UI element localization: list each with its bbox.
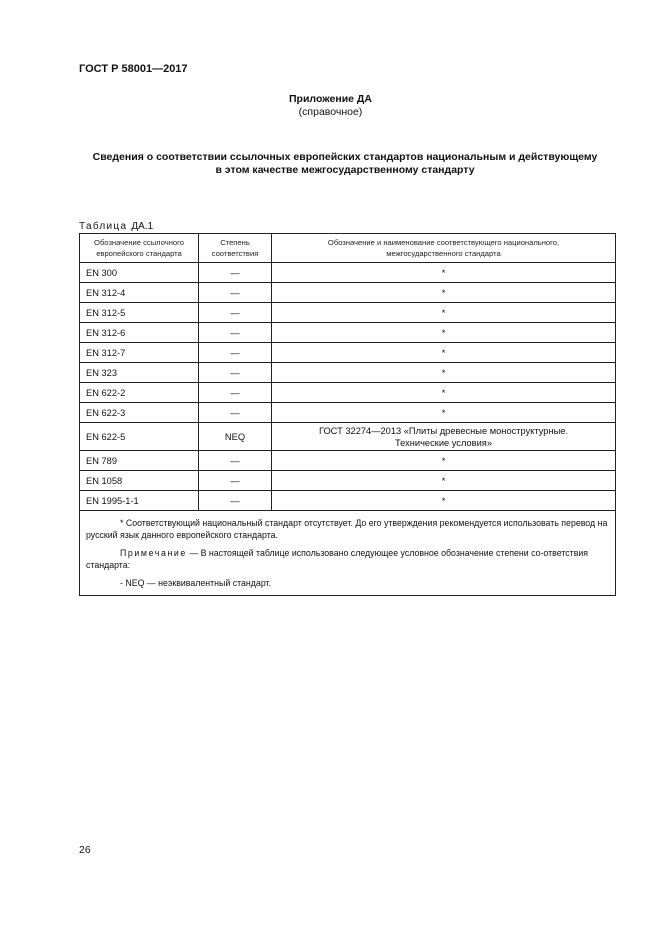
cell-reference: EN 1995-1-1 xyxy=(80,491,199,511)
cell-national: * xyxy=(272,403,616,423)
header-national-line-2: межгосударственного стандарта xyxy=(386,249,501,258)
section-heading-line-2: в этом качестве межгосударственному стандарту xyxy=(215,164,475,176)
cell-national-line-2: Технические условия» xyxy=(394,437,492,448)
cell-national: * xyxy=(272,283,616,303)
cell-degree: — xyxy=(199,263,272,283)
header-reference-standard xyxy=(80,234,199,263)
cell-reference: EN 312-4 xyxy=(80,283,199,303)
cell-reference: EN 622-2 xyxy=(80,383,199,403)
document-code: ГОСТ Р 58001—2017 xyxy=(79,63,188,75)
cell-national: * xyxy=(272,303,616,323)
cell-degree: — xyxy=(199,323,272,343)
header-degree-line-2: соответствия xyxy=(211,249,259,258)
appendix-title: Приложение ДА xyxy=(289,93,372,105)
note-label: Примечание xyxy=(120,548,187,558)
cell-reference: EN 312-5 xyxy=(80,303,199,323)
section-heading-line-1: Сведения о соответствии ссылочных европейских стандартов национальным и действующему xyxy=(92,151,598,163)
table-row xyxy=(80,323,616,343)
appendix-title-block xyxy=(0,93,661,119)
header-reference-line-1: Обозначение ссылочного xyxy=(94,238,184,247)
cell-reference: EN 622-3 xyxy=(80,403,199,423)
cell-national xyxy=(272,423,616,451)
cell-national: * xyxy=(272,471,616,491)
table-notes xyxy=(80,511,616,596)
table-row xyxy=(80,343,616,363)
cell-reference: EN 312-7 xyxy=(80,343,199,363)
cell-national: * xyxy=(272,451,616,471)
cell-national: * xyxy=(272,263,616,283)
note-item: - NEQ — неэквивалентный стандарт. xyxy=(120,578,272,588)
footnote: * Соответствующий национальный стандарт отсутствует. До его утверждения рекомендуется использовать перевод на русский язык данного европейского стандарта. xyxy=(86,518,608,540)
table-caption-number: ДА.1 xyxy=(131,221,154,232)
cell-reference: EN 1058 xyxy=(80,471,199,491)
table-row xyxy=(80,451,616,471)
note xyxy=(86,547,609,571)
header-degree xyxy=(199,234,272,263)
table-row xyxy=(80,491,616,511)
cell-national-line-1: ГОСТ 32274—2013 «Плиты древесные моноструктурные. xyxy=(318,425,569,436)
section-heading xyxy=(70,151,620,177)
table-notes-row xyxy=(80,511,616,596)
cell-national: * xyxy=(272,323,616,343)
note-text: — В настоящей таблице использовано следующее условное обозначение степени со-ответствия стандарта: xyxy=(86,548,589,570)
cell-degree: — xyxy=(199,471,272,491)
table-row xyxy=(80,403,616,423)
cell-degree: NEQ xyxy=(199,423,272,451)
table-row xyxy=(80,363,616,383)
header-national-line-1: Обозначение и наименование соответствующего национального, xyxy=(327,238,560,247)
table-header-row xyxy=(80,234,616,263)
cell-reference: EN 622-5 xyxy=(80,423,199,451)
header-reference-line-2: европейского стандарта xyxy=(96,249,182,258)
header-degree-line-1: Степень xyxy=(220,238,250,247)
cell-degree: — xyxy=(199,383,272,403)
table-row xyxy=(80,471,616,491)
cell-national: * xyxy=(272,491,616,511)
page-number: 26 xyxy=(79,844,91,856)
header-national-standard xyxy=(272,234,616,263)
cell-degree: — xyxy=(199,491,272,511)
appendix-subtitle: (справочное) xyxy=(298,106,363,118)
cell-degree: — xyxy=(199,403,272,423)
table-caption xyxy=(79,221,153,232)
cell-degree: — xyxy=(199,303,272,323)
cell-national: * xyxy=(272,343,616,363)
standards-table xyxy=(79,233,616,596)
table-row xyxy=(80,263,616,283)
cell-degree: — xyxy=(199,363,272,383)
cell-national: * xyxy=(272,363,616,383)
cell-reference: EN 323 xyxy=(80,363,199,383)
cell-reference: EN 789 xyxy=(80,451,199,471)
table-row xyxy=(80,303,616,323)
cell-reference: EN 312-6 xyxy=(80,323,199,343)
table-caption-word: Таблица xyxy=(79,221,128,232)
cell-degree: — xyxy=(199,283,272,303)
table-row xyxy=(80,423,616,451)
table-row xyxy=(80,283,616,303)
cell-national: * xyxy=(272,383,616,403)
cell-degree: — xyxy=(199,451,272,471)
cell-reference: EN 300 xyxy=(80,263,199,283)
table-row xyxy=(80,383,616,403)
cell-degree: — xyxy=(199,343,272,363)
